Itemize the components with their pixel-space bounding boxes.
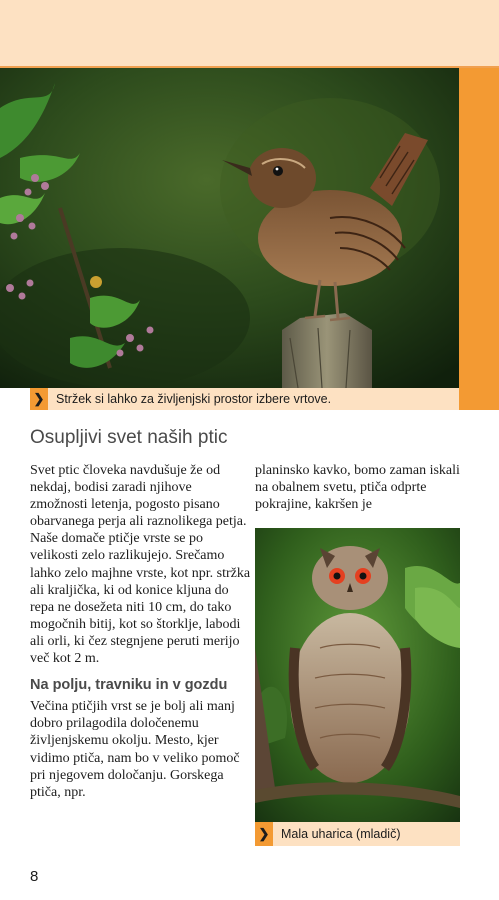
wren-photo	[0, 68, 459, 388]
caption-arrow-icon: ❯	[30, 388, 48, 410]
wren-caption	[30, 388, 459, 410]
paragraph-intro: Svet ptic človeka navdušuje že od nekdaj, bodisi zaradi njihove zmožnosti letenja, pogosto pisano obarvanega perja ali raznolikega petja.	[30, 463, 247, 530]
paragraph-habitat: Večina ptičjih vrst se je bolj ali manj dobro prilagodila določenemu življenjskemu okolju. Mesto, kjer vidimo ptiča, nam bo v veliko pomoč pri njegovem določanju. Gorskega ptiča, npr.	[30, 699, 240, 800]
paragraph-sizes: Naše domače ptičje vrste se po velikosti zelo razlikujejo. Srečamo lahko zelo majhne vrste, kot npr. stržka ali kraljička, ki od konice kljuna do repa ne dosežeta niti 10 cm, do tako mogočnih bitij, kot so štorklje, labodi ali orli, ki čez stegnjene peruti merijo več kot 2 m.	[30, 531, 251, 667]
side-accent-bar	[459, 68, 499, 410]
page-number: 8	[30, 868, 39, 885]
left-column	[30, 462, 252, 801]
owl-photo	[255, 528, 460, 822]
paragraph-continued: planinsko kavko, bomo zaman iskali na obalnem svetu, ptiča odprte pokrajine, kakršen je	[255, 463, 460, 513]
owl-caption-text: Mala uharica (mladič)	[281, 827, 401, 841]
owl-caption	[255, 822, 460, 846]
top-band	[0, 0, 499, 66]
article-heading: Osupljivi svet naših ptic	[30, 427, 228, 448]
right-column	[255, 462, 460, 513]
wren-caption-text: Stržek si lahko za življenjski prostor izbere vrtove.	[56, 392, 332, 406]
caption-arrow-icon: ❯	[255, 822, 273, 846]
section-subheading: Na polju, travniku in v gozdu	[30, 677, 228, 694]
